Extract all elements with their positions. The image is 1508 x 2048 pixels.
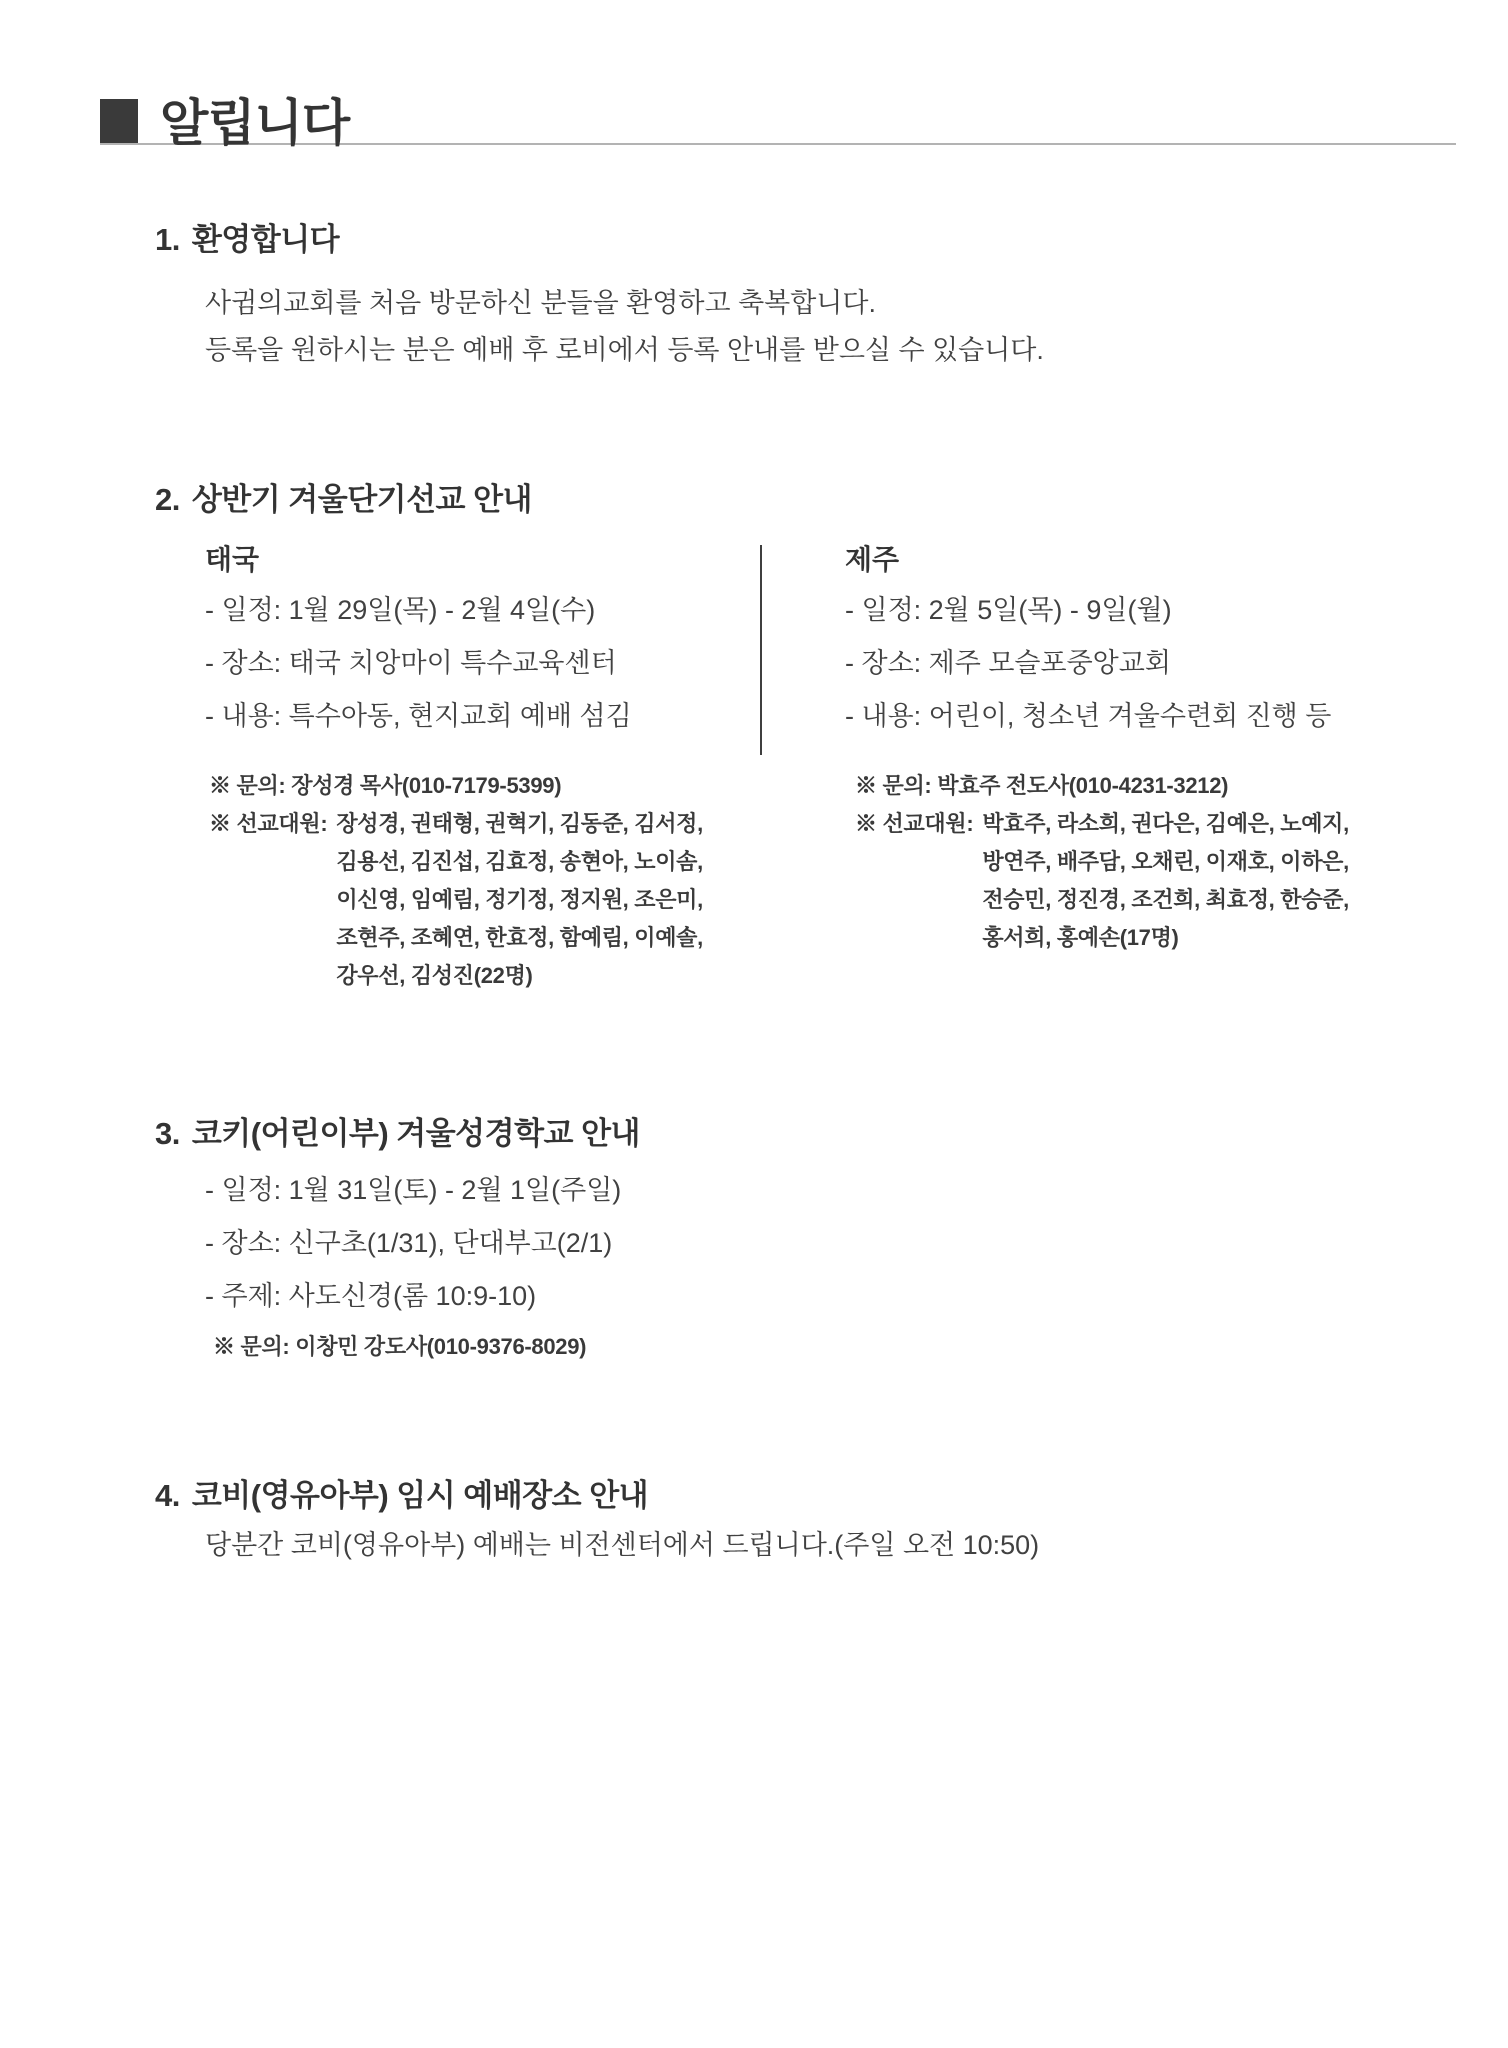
- page-title: 알립니다: [160, 95, 350, 151]
- contact-line: ※ 문의: 박효주 전도사(010-4231-3212): [855, 773, 1229, 798]
- team-line: 강우선, 김성진(22명): [336, 963, 533, 988]
- bible-school-items: [205, 1175, 621, 1334]
- list-item: - 장소: 제주 모슬포중앙교회: [845, 648, 1171, 678]
- list-item: - 장소: 태국 치앙마이 특수교육센터: [205, 648, 617, 678]
- section-title: 코키(어린이부) 겨울성경학교 안내: [191, 1116, 640, 1151]
- section-title: 코비(영유아부) 임시 예배장소 안내: [191, 1478, 649, 1513]
- list-item: - 내용: 특수아동, 현지교회 예배 섬김: [205, 701, 632, 731]
- bible-school-contact: ※ 문의: 이창민 강도사(010-9376-8029): [213, 1334, 587, 1359]
- mission-jeju-column: [845, 545, 1460, 957]
- team-line: 방연주, 배주담, 오채린, 이재호, 이하은,: [982, 849, 1349, 874]
- jeju-label: 제주: [845, 544, 900, 575]
- header-bullet-square-icon: [100, 99, 138, 143]
- team-line: 전승민, 정진경, 조건희, 최효정, 한승준,: [982, 887, 1349, 912]
- section-number: 3.: [155, 1116, 180, 1151]
- team-label: ※ 선교대원:: [209, 811, 328, 836]
- jeju-team-row: [855, 805, 1460, 957]
- list-item: - 일정: 1월 29일(목) - 2월 4일(수): [205, 595, 596, 625]
- section-title: 상반기 겨울단기선교 안내: [191, 482, 532, 517]
- team-line: 이신영, 임예림, 정기정, 정지원, 조은미,: [336, 887, 703, 912]
- list-item: - 장소: 신구초(1/31), 단대부고(2/1): [205, 1228, 613, 1258]
- thailand-team-lines: [336, 805, 703, 995]
- team-line: 김용선, 김진섭, 김효정, 송현아, 노이솜,: [336, 849, 703, 874]
- infant-body: 당분간 코비(영유아부) 예배는 비전센터에서 드립니다.(주일 오전 10:50): [205, 1530, 1040, 1560]
- section-welcome-heading: [155, 222, 339, 258]
- jeju-contact-block: [855, 767, 1460, 957]
- jeju-team-lines: [982, 805, 1349, 957]
- list-item: - 일정: 2월 5일(목) - 9일(월): [845, 595, 1172, 625]
- thailand-contact-block: [209, 767, 750, 995]
- section-number: 1.: [155, 222, 180, 257]
- team-line: 홍서희, 홍예손(17명): [982, 925, 1179, 950]
- welcome-line: 사귐의교회를 처음 방문하신 분들을 환영하고 축복합니다.: [205, 288, 876, 318]
- section-bible-school-heading: [155, 1116, 640, 1152]
- thailand-label: 태국: [205, 544, 260, 575]
- list-item: - 일정: 1월 31일(토) - 2월 1일(주일): [205, 1175, 622, 1205]
- contact-line: ※ 문의: 장성경 목사(010-7179-5399): [209, 773, 562, 798]
- section-title: 환영합니다: [191, 222, 340, 257]
- section-welcome-body: [205, 280, 1044, 374]
- section-number: 2.: [155, 482, 180, 517]
- mission-thailand-column: [205, 545, 750, 995]
- team-line: 장성경, 권태형, 권혁기, 김동준, 김서정,: [336, 811, 703, 836]
- page-header: [100, 95, 1456, 151]
- list-item: - 주제: 사도신경(롬 10:9-10): [205, 1281, 537, 1311]
- team-line: 조현주, 조혜연, 한효정, 함예림, 이예솔,: [336, 925, 703, 950]
- team-label: ※ 선교대원:: [855, 811, 974, 836]
- section-mission-heading: [155, 482, 532, 518]
- column-divider: [760, 545, 762, 755]
- list-item: - 내용: 어린이, 청소년 겨울수련회 진행 등: [845, 701, 1332, 731]
- thailand-team-row: [209, 805, 750, 995]
- section-infant-heading: [155, 1478, 648, 1514]
- section-number: 4.: [155, 1478, 180, 1513]
- team-line: 박효주, 라소희, 권다은, 김예은, 노예지,: [982, 811, 1349, 836]
- welcome-line: 등록을 원하시는 분은 예배 후 로비에서 등록 안내를 받으실 수 있습니다.: [205, 335, 1044, 365]
